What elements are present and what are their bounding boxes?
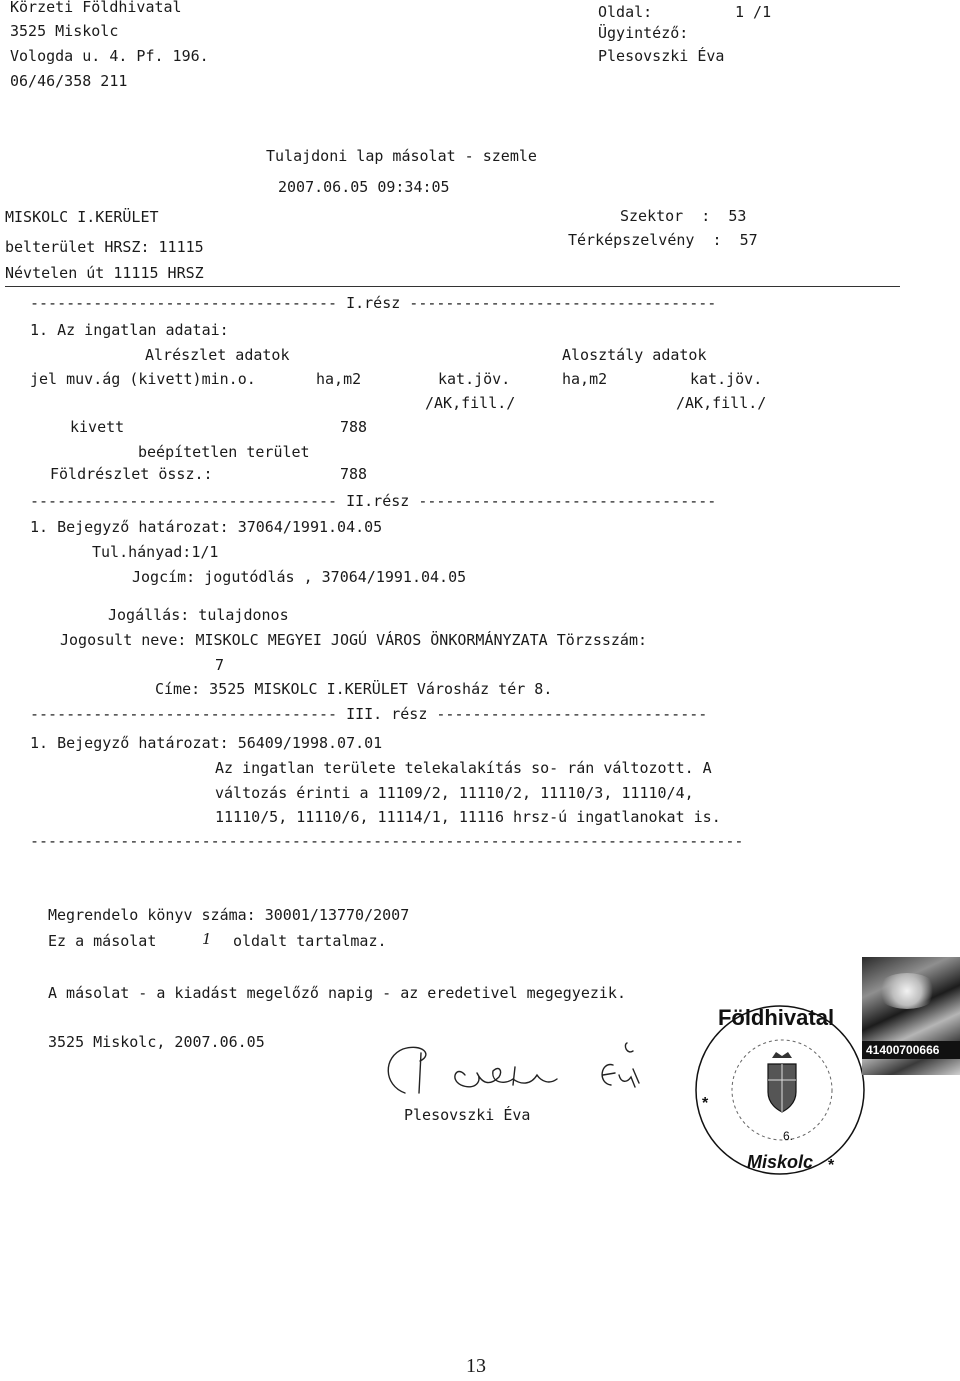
part2-title-line: Jogcím: jogutódlás , 37064/1991.04.05 xyxy=(132,568,467,586)
conformity-statement: A másolat - a kiadást megelőző napig - az eredetivel megegyezik. xyxy=(48,984,626,1002)
part3-entry: 1. Bejegyző határozat: 56409/1998.07.01 xyxy=(30,734,383,752)
part1-heading: 1. Az ingatlan adatai: xyxy=(30,321,229,339)
pages-note-a: Ez a másolat xyxy=(48,932,157,950)
clerk-label: Ügyintéző: xyxy=(598,24,689,42)
part3-note-1: Az ingatlan területe telekalakítás so- rán változott. A xyxy=(215,759,712,777)
hologram-glow xyxy=(876,973,938,1009)
part2-owner: Jogosult neve: MISKOLC MEGYEI JOGÚ VÁROS ÖNKORMÁNYZATA Törzsszám: xyxy=(60,631,647,649)
part1-divider: ---------------------------------- I.rész ---------------------------------- xyxy=(30,294,717,312)
row-type: kivett xyxy=(70,418,125,436)
part2-share: Tul.hányad:1/1 xyxy=(92,543,219,561)
part2-address: Címe: 3525 MISKOLC I.KERÜLET Városház tér 8. xyxy=(155,680,553,698)
stamp-text-bottom: Miskolc xyxy=(746,1152,814,1172)
part3-end-divider: ------------------------------------------------------------------------------- xyxy=(30,832,744,850)
col-akfill: /AK,fill./ xyxy=(425,394,516,412)
part2-entry: 1. Bejegyző határozat: 37064/1991.04.05 xyxy=(30,518,383,536)
part2-divider: ---------------------------------- II.rész --------------------------------- xyxy=(30,492,717,510)
pages-note-b: oldalt tartalmaz. xyxy=(233,932,387,950)
office-name: Körzeti Földhivatal xyxy=(10,0,182,16)
col-akfill-b: /AK,fill./ xyxy=(676,394,767,412)
star-icon: * xyxy=(828,1157,835,1174)
property-address: Névtelen út 11115 HRSZ xyxy=(5,264,204,282)
map-sheet: Térképszelvény : 57 xyxy=(568,231,758,249)
stamp-number: 6. xyxy=(782,1129,794,1143)
col-jel: jel muv.ág (kivett)min.o. xyxy=(30,370,256,388)
place-date: 3525 Miskolc, 2007.06.05 xyxy=(48,1033,265,1051)
col-katjov: kat.jöv. xyxy=(438,370,511,388)
page-value: 1 /1 xyxy=(735,3,772,21)
header-rule xyxy=(5,286,900,287)
official-stamp xyxy=(690,990,865,1190)
signer-name: Plesovszki Éva xyxy=(404,1106,531,1124)
col-ham2: ha,m2 xyxy=(316,370,362,388)
hologram-barcode: 41400700666 xyxy=(866,1043,940,1057)
clerk-name: Plesovszki Éva xyxy=(598,47,725,65)
office-phone: 06/46/358 211 xyxy=(10,72,128,90)
page-label: Oldal: xyxy=(598,3,653,21)
office-street: Vologda u. 4. Pf. 196. xyxy=(10,47,209,65)
document-title: Tulajdoni lap másolat - szemle xyxy=(266,147,537,165)
part2-owner-id: 7 xyxy=(215,656,225,674)
star-icon: * xyxy=(702,1095,709,1112)
pages-note-num: 1 xyxy=(202,930,212,948)
col-katjov-b: kat.jöv. xyxy=(690,370,763,388)
stamp-text-top: Földhivatal xyxy=(717,1005,835,1030)
hologram-sticker xyxy=(862,957,960,1075)
document-datetime: 2007.06.05 09:34:05 xyxy=(278,178,450,196)
page-number: 13 xyxy=(466,1355,486,1377)
row-area: 788 xyxy=(340,418,368,436)
part3-divider: ---------------------------------- III. rész ------------------------------ xyxy=(30,705,708,723)
signature xyxy=(365,1035,665,1110)
sector: Szektor : 53 xyxy=(620,207,747,225)
part1-sub-right: Alosztály adatok xyxy=(562,346,707,364)
part1-sub-left: Alrészlet adatok xyxy=(145,346,290,364)
part2-status: Jogállás: tulajdonos xyxy=(108,606,289,624)
row-desc: beépítetlen terület xyxy=(138,443,310,461)
part3-note-2: változás érinti a 11109/2, 11110/2, 11110/3, 11110/4, xyxy=(215,784,694,802)
order-book: Megrendelo könyv száma: 30001/13770/2007 xyxy=(48,906,410,924)
col-ham2-b: ha,m2 xyxy=(562,370,608,388)
property-area: belterület HRSZ: 11115 xyxy=(5,238,204,256)
property-district: MISKOLC I.KERÜLET xyxy=(5,208,159,226)
office-city: 3525 Miskolc xyxy=(10,22,119,40)
total-value: 788 xyxy=(340,465,368,483)
total-label: Földrészlet össz.: xyxy=(50,465,213,483)
part3-note-3: 11110/5, 11110/6, 11114/1, 11116 hrsz-ú ingatlanokat is. xyxy=(215,808,721,826)
